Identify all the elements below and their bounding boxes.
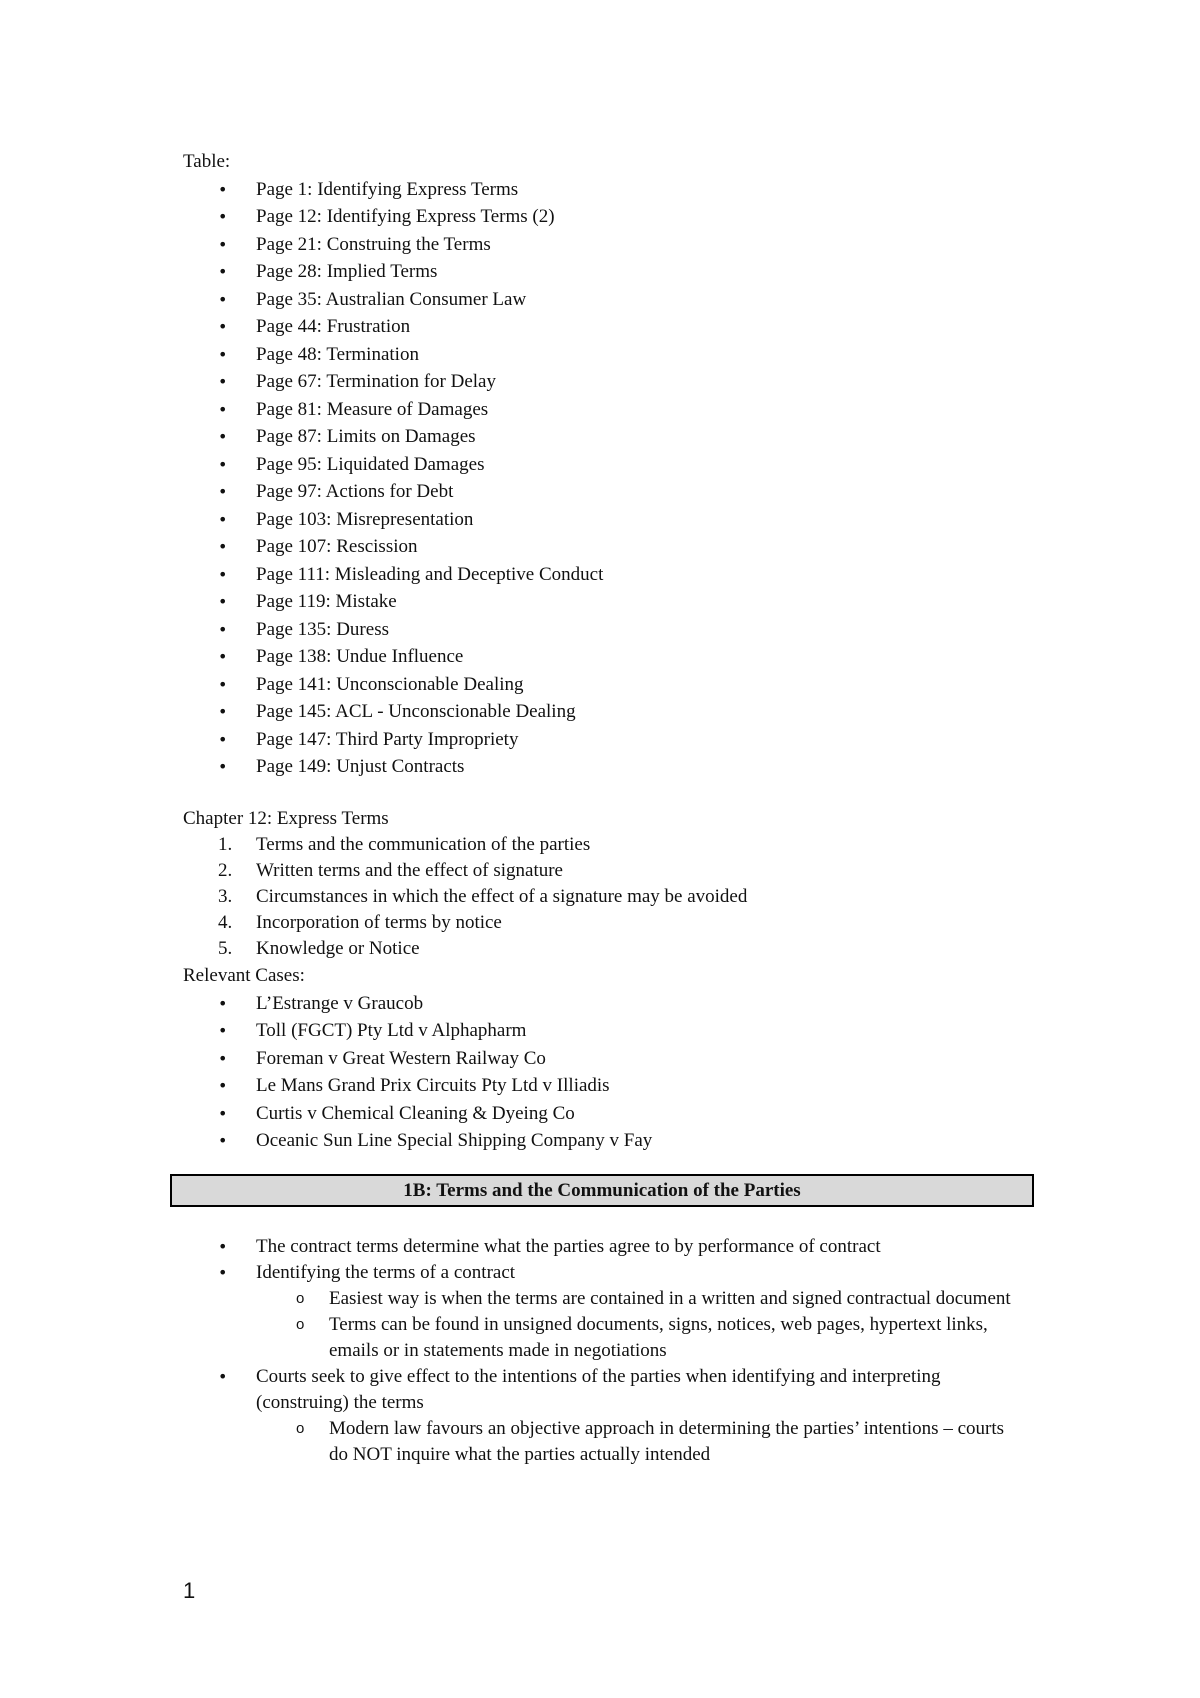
point-text: The contract terms determine what the parties agree to by performance of contract (256, 1236, 881, 1257)
toc-item: • Page 111: Misleading and Deceptive Conduct (183, 561, 1043, 589)
sub-point-item: o Terms can be found in unsigned documents, signs, notices, web pages, hypertext links, emails or in statements made in negotiations (256, 1312, 1013, 1364)
toc-item: • Page 87: Limits on Damages (183, 423, 1043, 451)
topic-text: Written terms and the effect of signature (256, 860, 563, 881)
sub-point-item: o Easiest way is when the terms are contained in a written and signed contractual document (256, 1286, 1013, 1312)
case-item: • Le Mans Grand Prix Circuits Pty Ltd v Illiadis (183, 1072, 1043, 1100)
case-item: • Oceanic Sun Line Special Shipping Company v Fay (183, 1127, 1043, 1155)
toc-item: • Page 135: Duress (183, 616, 1043, 644)
toc-item: • Page 149: Unjust Contracts (183, 753, 1043, 781)
toc-item: • Page 147: Third Party Impropriety (183, 726, 1043, 754)
toc-list (183, 176, 1043, 781)
topic-number: 2. (218, 860, 233, 881)
topic-text: Circumstances in which the effect of a signature may be avoided (256, 886, 748, 907)
cases-list (183, 990, 1043, 1155)
toc-item: • Page 138: Undue Influence (183, 643, 1043, 671)
point-item (183, 1260, 1013, 1364)
cases-label: Relevant Cases: (183, 965, 305, 986)
toc-item: • Page 12: Identifying Express Terms (2) (183, 203, 1043, 231)
topic-item (183, 910, 1043, 936)
toc-item: • Page 44: Frustration (183, 313, 1043, 341)
chapter-title: Chapter 12: Express Terms (183, 807, 389, 829)
toc-item: • Page 103: Misrepresentation (183, 506, 1043, 534)
case-item: • Toll (FGCT) Pty Ltd v Alphapharm (183, 1017, 1043, 1045)
case-item: • Foreman v Great Western Railway Co (183, 1045, 1043, 1073)
topic-item (183, 832, 1043, 858)
topic-number: 5. (218, 938, 233, 959)
point-item (183, 1234, 1013, 1260)
case-item: • Curtis v Chemical Cleaning & Dyeing Co (183, 1100, 1043, 1128)
toc-item: • Page 141: Unconscionable Dealing (183, 671, 1043, 699)
toc-item: • Page 35: Australian Consumer Law (183, 286, 1043, 314)
toc-item: • Page 67: Termination for Delay (183, 368, 1043, 396)
toc-item: • Page 81: Measure of Damages (183, 396, 1043, 424)
toc-and-chapter (183, 148, 1043, 1155)
section-heading: 1B: Terms and the Communication of the Parties (170, 1174, 1034, 1207)
toc-item: • Page 28: Implied Terms (183, 258, 1043, 286)
topic-text: Knowledge or Notice (256, 938, 420, 959)
topic-number: 4. (218, 912, 233, 933)
section-body (183, 1234, 1013, 1468)
topic-number: 3. (218, 886, 233, 907)
topic-text: Incorporation of terms by notice (256, 912, 502, 933)
topic-item (183, 858, 1043, 884)
sub-points (256, 1286, 1013, 1364)
toc-item: • Page 97: Actions for Debt (183, 478, 1043, 506)
topic-number: 1. (218, 834, 233, 855)
sub-points (256, 1416, 1013, 1468)
toc-item: • Page 119: Mistake (183, 588, 1043, 616)
topic-item (183, 884, 1043, 910)
topic-item (183, 936, 1043, 962)
section-points (183, 1234, 1013, 1468)
topic-text: Terms and the communication of the parties (256, 834, 591, 855)
sub-point-item: o Modern law favours an objective approach in determining the parties’ intentions – courts do NOT inquire what the parties actually intended (256, 1416, 1013, 1468)
toc-item: • Page 48: Termination (183, 341, 1043, 369)
case-item: • L’Estrange v Graucob (183, 990, 1043, 1018)
toc-item: • Page 145: ACL - Unconscionable Dealing (183, 698, 1043, 726)
toc-item: • Page 1: Identifying Express Terms (183, 176, 1043, 204)
toc-label: Table: (183, 151, 231, 172)
point-text: Courts seek to give effect to the intentions of the parties when identifying and interpreting (construing) the terms (256, 1366, 941, 1413)
toc-item: • Page 107: Rescission (183, 533, 1043, 561)
point-text: Identifying the terms of a contract (256, 1262, 516, 1283)
chapter-topics (183, 832, 1043, 962)
page-number: 1 (183, 1578, 196, 1603)
point-item (183, 1364, 1013, 1468)
toc-item: • Page 21: Construing the Terms (183, 231, 1043, 259)
toc-item: • Page 95: Liquidated Damages (183, 451, 1043, 479)
